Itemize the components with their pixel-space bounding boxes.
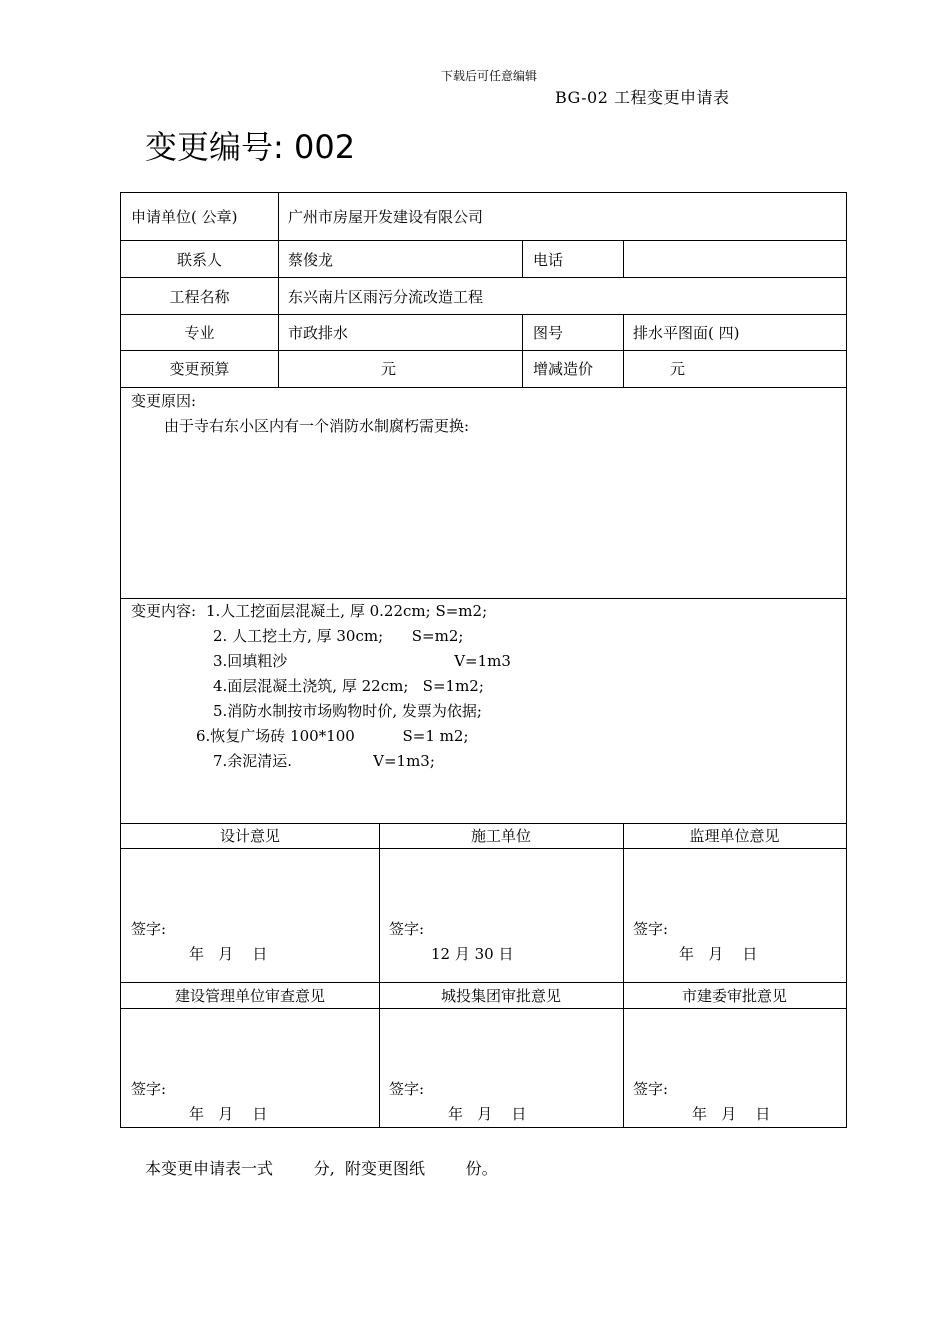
content-item: 6.恢复广场砖 100*100 S=1 m2; bbox=[196, 727, 469, 745]
sign-date: 年 月 日 bbox=[679, 945, 758, 963]
content-item: 3.回填粗沙 V=1m3 bbox=[213, 652, 511, 670]
cost-value: 元 bbox=[670, 360, 686, 378]
content-item: 2. 人工挖土方, 厚 30cm; S=m2; bbox=[213, 627, 464, 645]
content-label: 变更内容: bbox=[131, 602, 197, 620]
design-opinion-title: 设计意见 bbox=[219, 827, 280, 845]
watermark-text: 下载后可任意编辑 bbox=[440, 69, 537, 83]
contact-value: 蔡俊龙 bbox=[288, 251, 334, 269]
drawing-label: 图号 bbox=[533, 324, 564, 342]
sign-label: 签字: bbox=[633, 920, 669, 938]
content-item: 7.余泥清运. V=1m3; bbox=[213, 752, 435, 770]
footer-note: 本变更申请表一式 分, 附变更图纸 份。 bbox=[145, 1159, 498, 1178]
change-number-label: 变更编号: bbox=[145, 128, 284, 166]
reason-text: 由于寺右东小区内有一个消防水制腐朽需更换: bbox=[164, 417, 470, 435]
applicant-label: 申请单位( 公章) bbox=[131, 208, 238, 226]
cost-label: 增减造价 bbox=[533, 360, 594, 378]
sign-date: 12 月 30 日 bbox=[431, 945, 514, 963]
change-number-value: 002 bbox=[293, 128, 356, 166]
content-item: 5.消防水制按市场购物时价, 发票为依据; bbox=[213, 702, 482, 720]
sign-label: 签字: bbox=[389, 1080, 425, 1098]
form-code: BG-02 工程变更申请表 bbox=[555, 88, 730, 107]
city-construction-committee-opinion-title: 市建委审批意见 bbox=[681, 987, 787, 1005]
sign-label: 签字: bbox=[633, 1080, 669, 1098]
drawing-value: 排水平图面( 四) bbox=[633, 324, 740, 342]
specialty-label: 专业 bbox=[184, 324, 215, 342]
sign-date: 年 月 日 bbox=[189, 1105, 268, 1123]
urban-investment-group-opinion-title: 城投集团审批意见 bbox=[440, 987, 561, 1005]
project-value: 东兴南片区雨污分流改造工程 bbox=[288, 288, 484, 306]
sign-date: 年 月 日 bbox=[189, 945, 268, 963]
budget-value: 元 bbox=[380, 360, 396, 378]
sign-label: 签字: bbox=[131, 920, 167, 938]
phone-label: 电话 bbox=[533, 251, 564, 269]
sign-date: 年 月 日 bbox=[448, 1105, 527, 1123]
reason-label: 变更原因: bbox=[131, 392, 197, 410]
sign-label: 签字: bbox=[389, 920, 425, 938]
sign-label: 签字: bbox=[131, 1080, 167, 1098]
sign-date: 年 月 日 bbox=[692, 1105, 771, 1123]
content-item: 4.面层混凝土浇筑, 厚 22cm; S=1m2; bbox=[213, 677, 484, 695]
change-number bbox=[145, 122, 355, 168]
applicant-value: 广州市房屋开发建设有限公司 bbox=[288, 208, 484, 226]
construction-unit-title: 施工单位 bbox=[470, 827, 531, 845]
contact-label: 联系人 bbox=[176, 251, 222, 269]
specialty-value: 市政排水 bbox=[288, 324, 349, 342]
project-label: 工程名称 bbox=[169, 288, 230, 306]
construction-management-opinion-title: 建设管理单位审查意见 bbox=[174, 987, 325, 1005]
content-item: 1.人工挖面层混凝土, 厚 0.22cm; S=m2; bbox=[206, 602, 488, 620]
change-request-form bbox=[120, 192, 847, 1128]
supervision-opinion-title: 监理单位意见 bbox=[689, 827, 780, 845]
budget-label: 变更预算 bbox=[169, 360, 230, 378]
